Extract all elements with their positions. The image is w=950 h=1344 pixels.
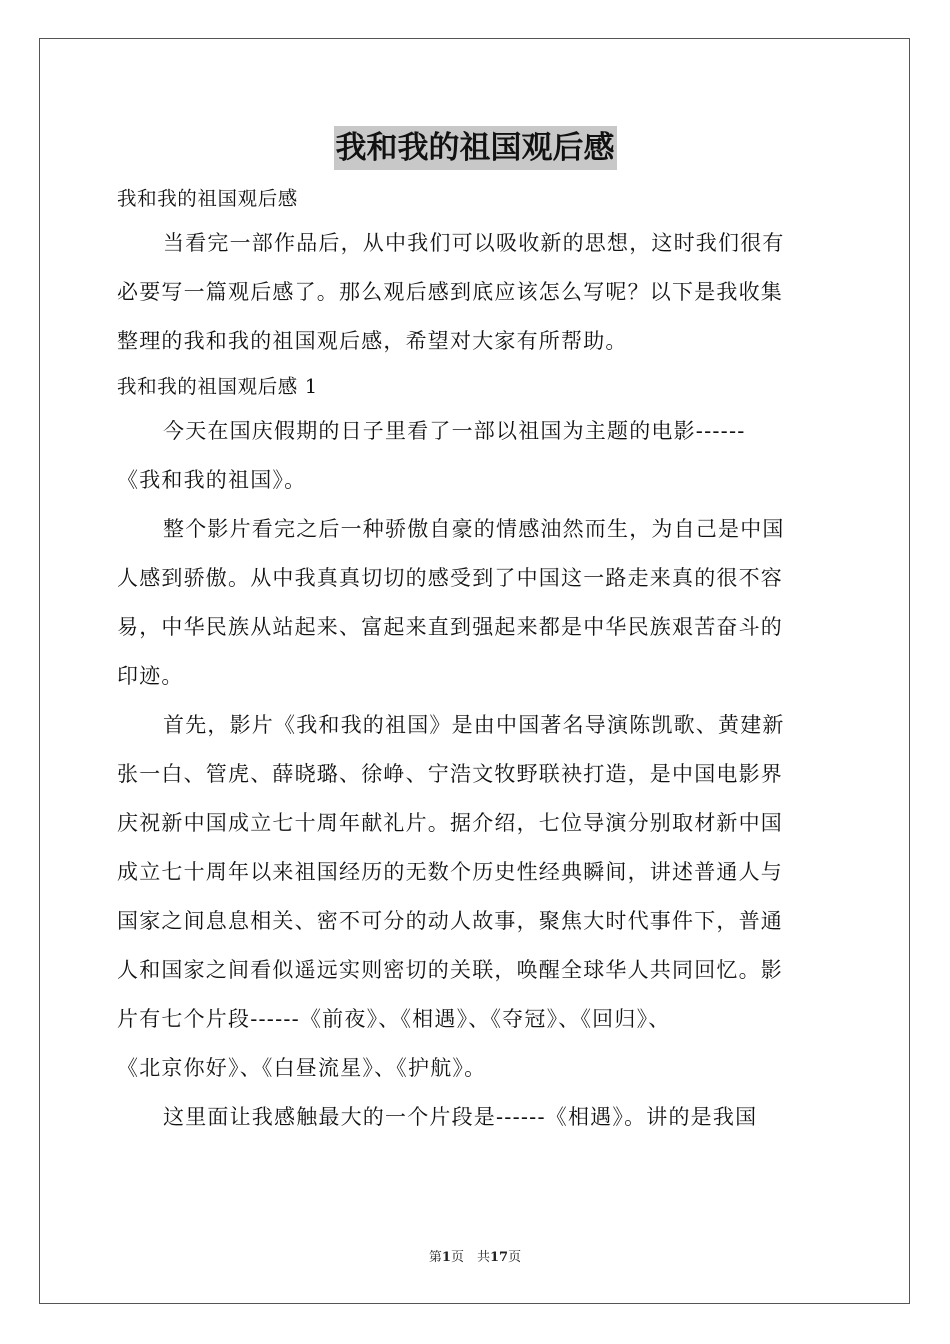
document-body xyxy=(117,178,839,1142)
paragraph-line: 庆祝新中国成立七十周年献礼片。据介绍，七位导演分别取材新中国 xyxy=(117,811,783,835)
section-heading: 我和我的祖国观后感 1 xyxy=(117,375,318,398)
paragraph-line: 片有七个片段------《前夜》、《相遇》、《夺冠》、《回归》、 xyxy=(117,1007,671,1031)
paragraph-line: 人感到骄傲。从中我真真切切的感受到了中国这一路走来真的很不容 xyxy=(117,566,783,590)
paragraph-line: 张一白、管虎、薛晓璐、徐峥、宁浩文牧野联袂打造，是中国电影界 xyxy=(117,762,783,786)
footer-total-pages: 17 xyxy=(489,1250,509,1265)
paragraph-line: 易，中华民族从站起来、富起来直到强起来都是中华民族艰苦奋斗的 xyxy=(117,615,783,639)
title-area xyxy=(0,126,950,170)
paragraph-line: 这里面让我感触最大的一个片段是------《相遇》。讲的是我国 xyxy=(163,1105,758,1129)
footer-page-prefix: 第 xyxy=(428,1250,442,1265)
paragraph-line: 国家之间息息相关、密不可分的动人故事，聚焦大时代事件下，普通 xyxy=(117,909,783,933)
paragraph-line: 《北京你好》、《白昼流星》、《护航》。 xyxy=(117,1056,487,1080)
paragraph-line: 《我和我的祖国》。 xyxy=(117,468,307,492)
paragraph-line: 整理的我和我的祖国观后感，希望对大家有所帮助。 xyxy=(117,329,628,353)
paragraph-line: 成立七十周年以来祖国经历的无数个历史性经典瞬间，讲述普通人与 xyxy=(117,860,783,884)
section-heading: 我和我的祖国观后感 xyxy=(117,187,298,210)
paragraph-line: 首先，影片《我和我的祖国》是由中国著名导演陈凯歌、黄建新 xyxy=(163,713,785,737)
page-footer xyxy=(0,1246,950,1265)
paragraph-line: 必要写一篇观后感了。那么观后感到底应该怎么写呢？以下是我收集 xyxy=(117,280,783,304)
footer-page-number: 1 xyxy=(441,1250,451,1265)
footer-page-mid: 页 共 xyxy=(450,1250,490,1265)
document-title: 我和我的祖国观后感 xyxy=(334,126,617,170)
paragraph-line: 当看完一部作品后，从中我们可以吸收新的思想，这时我们很有 xyxy=(163,231,785,255)
paragraph-line: 整个影片看完之后一种骄傲自豪的情感油然而生，为自己是中国 xyxy=(163,517,785,541)
paragraph-line: 今天在国庆假期的日子里看了一部以祖国为主题的电影------ xyxy=(163,419,746,443)
paragraph-line: 人和国家之间看似遥远实则密切的关联，唤醒全球华人共同回忆。影 xyxy=(117,958,783,982)
footer-page-suffix: 页 xyxy=(508,1250,522,1265)
paragraph-line: 印迹。 xyxy=(117,664,184,688)
